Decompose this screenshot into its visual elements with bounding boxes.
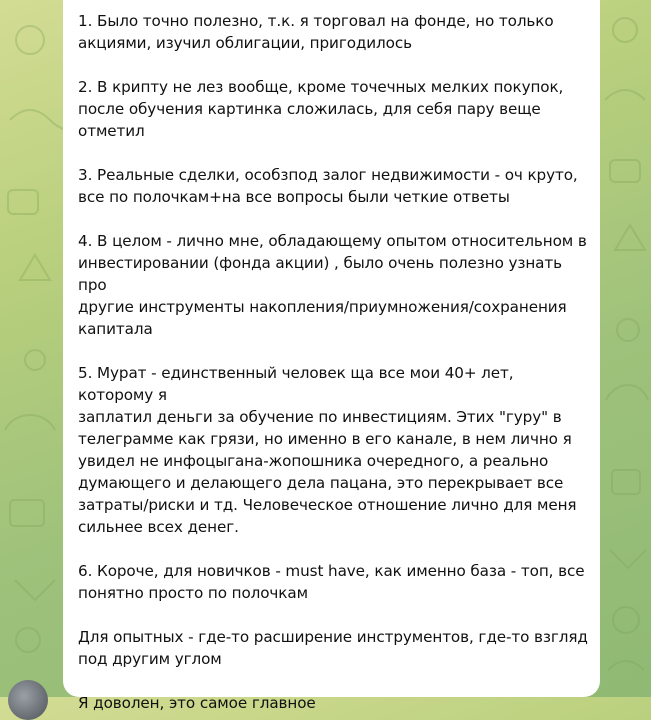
message-paragraph-5: 5. Мурат - единственный человек ща все мои 40+ лет, которому я заплатил деньги за обучение по инвестициям. Этих "гуру" в телеграмме как грязи, но именно в его канале, в нем лично я увидел не инфоцыгана-жопошника очередного, а реально думающего и делающего дела пацана, это перекрывает все затраты/риски и тд. Человеческое отношение лично для меня сильнее всех денег. bbox=[78, 364, 577, 536]
user-avatar-icon[interactable] bbox=[8, 680, 48, 720]
message-paragraph-3: 3. Реальные сделки, особзпод залог недвижимости - оч круто, все по полочкам+на все вопросы были четкие ответы bbox=[78, 166, 578, 206]
message-bubble[interactable] bbox=[63, 0, 600, 712]
message-paragraph-1: 1. Было точно полезно, т.к. я торговал на фонде, но только акциями, изучил облигации, пригодилось bbox=[78, 12, 554, 52]
message-paragraph-8: Я доволен, это самое главное bbox=[78, 694, 316, 712]
message-paragraph-7: Для опытных - где-то расширение инструментов, где-то взгляд под другим углом bbox=[78, 628, 588, 668]
message-paragraph-4: 4. В целом - лично мне, обладающему опытом относительном в инвестировании (фонда акции) , было очень полезно узнать про другие инструменты накопления/приумножения/сохранения капитала bbox=[78, 232, 587, 338]
message-paragraph-2: 2. В крипту не лез вообще, кроме точечных мелких покупок, после обучения картинка сложилась, для себя пару веще отметил bbox=[78, 78, 564, 140]
message-paragraph-6: 6. Короче, для новичков - must have, как именно база - топ, все понятно просто по полочкам bbox=[78, 562, 585, 602]
